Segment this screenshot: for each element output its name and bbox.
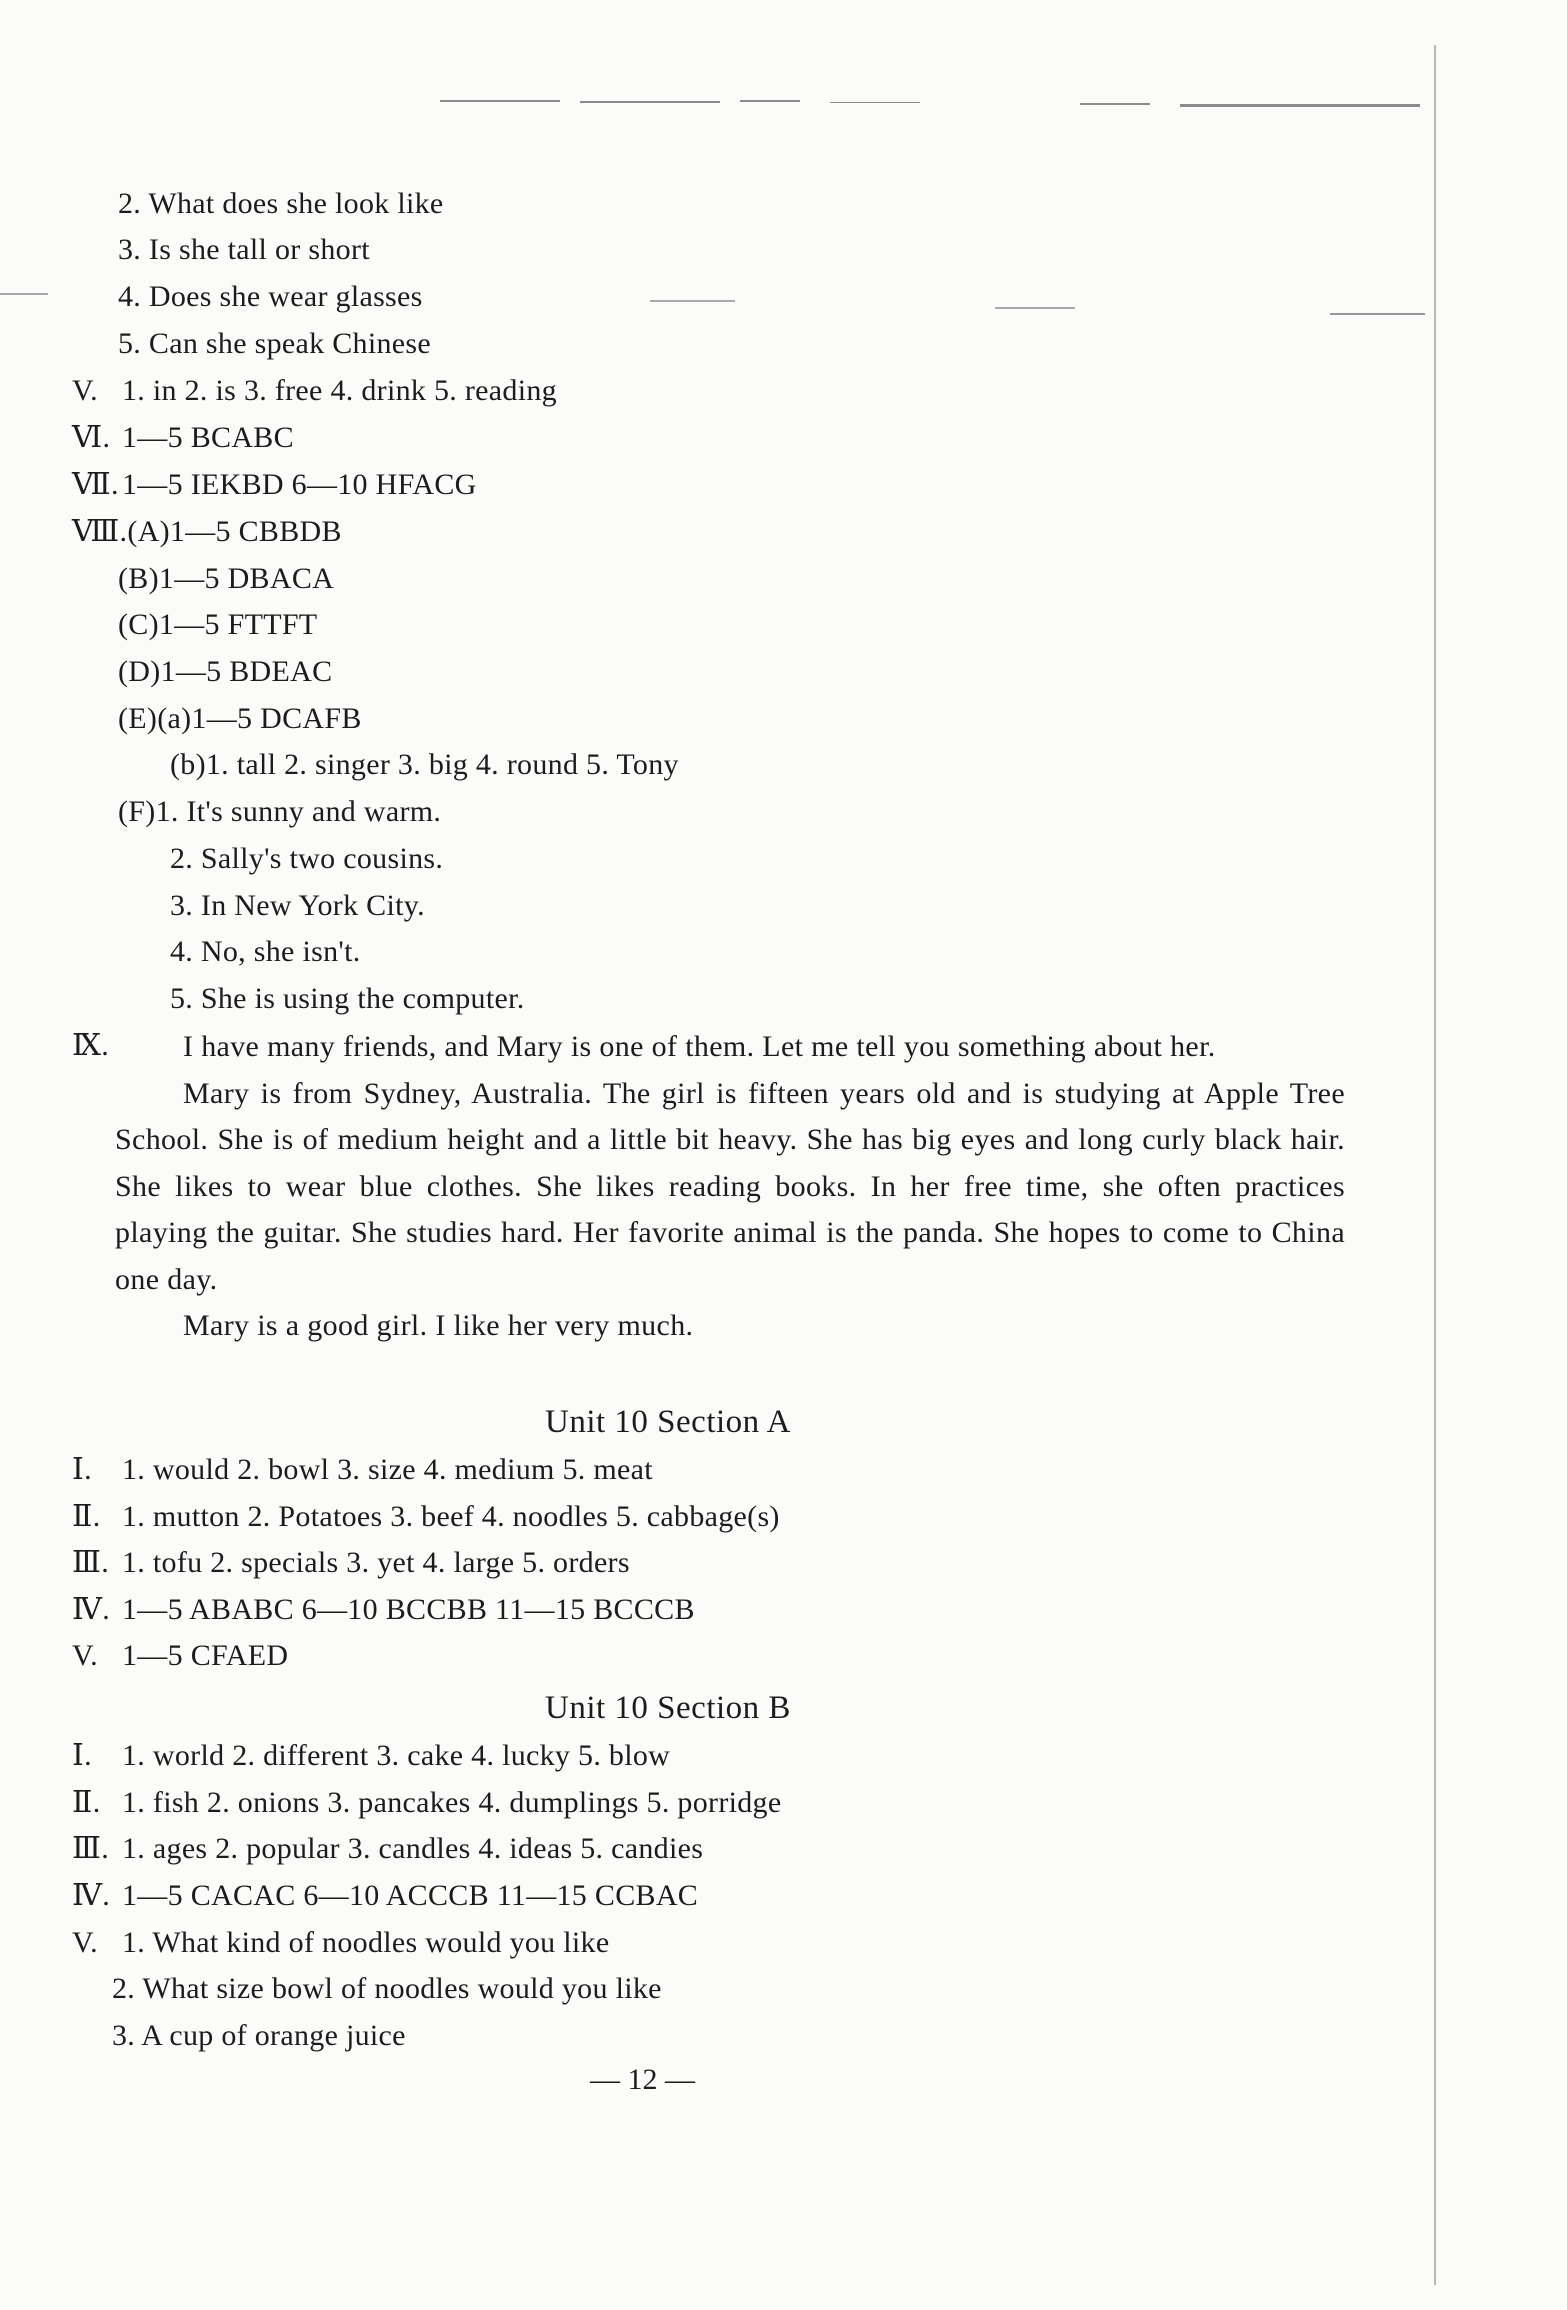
section-mark: V. (72, 1639, 98, 1672)
section-mark: V. (72, 374, 98, 407)
scan-dash (650, 300, 735, 302)
answer-line: (b)1. tall 2. singer 3. big 4. round 5. Tony (170, 748, 679, 781)
answer-line (72, 1540, 630, 1586)
answer-text: 1—5 BCABC (122, 421, 294, 454)
answer-text: 1. What kind of noodles would you like (122, 1926, 610, 1959)
section-mark: Ⅱ. (72, 1500, 101, 1533)
answer-line (72, 1780, 781, 1826)
answer-line: (B)1—5 DBACA (118, 562, 335, 595)
scan-dash (1330, 313, 1425, 315)
answer-text: 1. in 2. is 3. free 4. drink 5. reading (122, 374, 557, 407)
section-mark: Ⅲ. (72, 1832, 110, 1865)
answer-line: (F)1. It's sunny and warm. (118, 795, 442, 828)
answer-line: 5. Can she speak Chinese (118, 327, 431, 360)
composition (115, 1024, 1345, 1350)
answer-text: 1—5 IEKBD 6—10 HFACG (122, 468, 477, 501)
answer-line (72, 368, 557, 414)
answer-line (72, 1633, 288, 1679)
answer-line: (C)1—5 FTTFT (118, 608, 318, 641)
answer-text: 1. world 2. different 3. cake 4. lucky 5. blow (122, 1739, 671, 1772)
answer-line (72, 509, 342, 555)
section-mark: Ⅳ. (72, 1593, 111, 1626)
answer-text: 1. would 2. bowl 3. size 4. medium 5. meat (122, 1453, 653, 1486)
answer-text: 1—5 CACAC 6—10 ACCCB 11—15 CCBAC (122, 1879, 699, 1912)
page-number: — 12 — (590, 2063, 695, 2096)
section-mark: Ⅵ. (72, 421, 111, 454)
section-mark: Ⅸ. (72, 1029, 110, 1062)
answer-line (72, 1447, 653, 1493)
answer-line: 2. What size bowl of noodles would you like (112, 1972, 662, 2005)
answer-text: 1—5 ABABC 6—10 BCCBB 11—15 BCCCB (122, 1593, 695, 1626)
answer-line (72, 462, 477, 508)
answer-line: 2. What does she look like (118, 187, 444, 220)
answer-line: (D)1—5 BDEAC (118, 655, 333, 688)
answer-line: 4. No, she isn't. (170, 935, 361, 968)
section-heading: Unit 10 Section A (545, 1404, 791, 1440)
answer-line (72, 415, 294, 461)
answer-text: 1—5 CFAED (122, 1639, 289, 1672)
section-heading: Unit 10 Section B (545, 1690, 791, 1726)
answer-line: 4. Does she wear glasses (118, 280, 423, 313)
section-mark: Ⅰ. (72, 1739, 92, 1772)
section-mark: Ⅶ. (72, 468, 119, 501)
scan-noise-top (380, 94, 1430, 112)
answer-text: 1. tofu 2. specials 3. yet 4. large 5. orders (122, 1546, 630, 1579)
section-mark: Ⅰ. (72, 1453, 92, 1486)
answer-text: 1. fish 2. onions 3. pancakes 4. dumplings 5. porridge (122, 1786, 782, 1819)
scan-dash (995, 307, 1075, 309)
answer-line (72, 1826, 703, 1872)
composition-paragraph: Mary is a good girl. I like her very much. (183, 1309, 694, 1342)
answer-line (72, 1587, 695, 1633)
answer-line (72, 1494, 780, 1540)
answer-line: 5. She is using the computer. (170, 982, 525, 1015)
composition-paragraph: I have many friends, and Mary is one of them. Let me tell you something about her. (183, 1030, 1216, 1063)
answer-line: 3. In New York City. (170, 889, 425, 922)
section-mark: V. (72, 1926, 98, 1959)
answer-line (72, 1873, 698, 1919)
answer-line: 3. Is she tall or short (118, 233, 370, 266)
answer-text: 1. ages 2. popular 3. candles 4. ideas 5. candies (122, 1832, 704, 1865)
answer-line: 2. Sally's two cousins. (170, 842, 444, 875)
section-mark: Ⅲ. (72, 1546, 110, 1579)
page-edge-line (1434, 45, 1436, 2285)
answer-line: 3. A cup of orange juice (112, 2019, 406, 2052)
answer-text: (A)1—5 CBBDB (127, 515, 342, 548)
scan-dash (0, 293, 48, 295)
answer-line: (E)(a)1—5 DCAFB (118, 702, 362, 735)
answer-line (72, 1733, 670, 1779)
answer-line (72, 1920, 609, 1966)
answer-text: 1. mutton 2. Potatoes 3. beef 4. noodles 5. cabbage(s) (122, 1500, 780, 1533)
composition-paragraph: Mary is from Sydney, Australia. The girl is fifteen years old and is studying at Apple Tree School. She is of medium height and a little bit heavy. She has big eyes and long curly black hair. She likes to wear blue clothes. She likes reading books. In her free time, she often practices playing the guitar. She studies hard. Her favorite animal is the panda. She hopes to come to China one day. (115, 1076, 1345, 1296)
section-mark: Ⅷ. (72, 515, 128, 548)
section-mark: Ⅳ. (72, 1879, 111, 1912)
section-mark: Ⅱ. (72, 1786, 101, 1819)
